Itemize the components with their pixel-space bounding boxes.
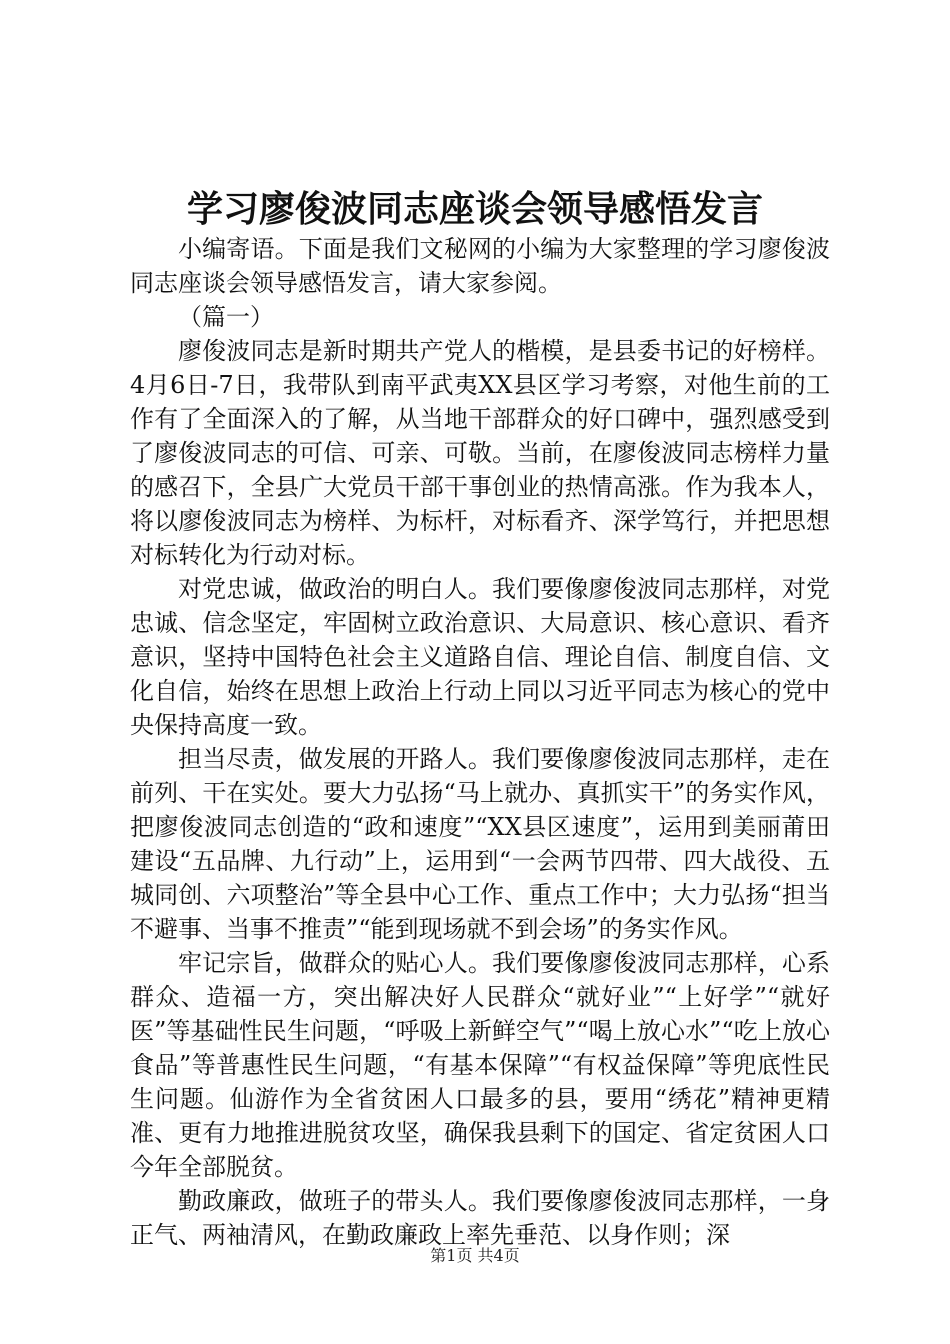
page-number-footer: 第1页 共4页: [430, 1246, 520, 1265]
body-paragraph: 牢记宗旨，做群众的贴心人。我们要像廖俊波同志那样，心系群众、造福一方，突出解决好人民群众“就好业”“上好学”“就好医”等基础性民生问题，“呼吸上新鲜空气”“喝上放心水”“吃上放心食品”等普惠性民生问题，“有基本保障”“有权益保障”等兜底性民生问题。仙游作为全省贫困人口最多的县，要用“绣花”精神更精准、更有力地推进脱贫攻坚，确保我县剩下的国定、省定贫困人口今年全部脱贫。: [130, 949, 830, 1181]
body-paragraph: 廖俊波同志是新时期共产党人的楷模，是县委书记的好榜样。4月6日-7日，我带队到南平武夷XX县区学习考察，对他生前的工作有了全面深入的了解，从当地干部群众的好口碑中，强烈感受到了廖俊波同志的可信、可亲、可敬。当前，在廖俊波同志榜样力量的感召下，全县广大党员干部干事创业的热情高涨。作为我本人，将以廖俊波同志为榜样、为标杆，对标看齐、深学笃行，并把思想对标转化为行动对标。: [130, 337, 830, 569]
section-label: （篇一）: [178, 303, 274, 331]
document-title: 学习廖俊波同志座谈会领导感悟发言: [186, 188, 763, 230]
body-paragraph: 勤政廉政，做班子的带头人。我们要像廖俊波同志那样，一身正气、两袖清风，在勤政廉政上率先垂范、以身作则；深: [130, 1187, 830, 1249]
body-paragraph: 担当尽责，做发展的开路人。我们要像廖俊波同志那样，走在前列、干在实处。要大力弘扬“马上就办、真抓实干”的务实作风，把廖俊波同志创造的“政和速度”“XX县区速度”，运用到美丽莆田建设“五品牌、九行动”上，运用到“一会两节四带、四大战役、五城同创、六项整治”等全县中心工作、重点工作中；大力弘扬“担当不避事、当事不推责”“能到现场就不到会场”的务实作风。: [130, 745, 830, 943]
intro-paragraph: 小编寄语。下面是我们文秘网的小编为大家整理的学习廖俊波同志座谈会领导感悟发言，请大家参阅。: [130, 235, 830, 297]
body-paragraph: 对党忠诚，做政治的明白人。我们要像廖俊波同志那样，对党忠诚、信念坚定，牢固树立政治意识、大局意识、核心意识、看齐意识，坚持中国特色社会主义道路自信、理论自信、制度自信、文化自信，始终在思想上政治上行动上同以习近平同志为核心的党中央保持高度一致。: [130, 575, 830, 739]
document-body: [130, 232, 830, 1252]
